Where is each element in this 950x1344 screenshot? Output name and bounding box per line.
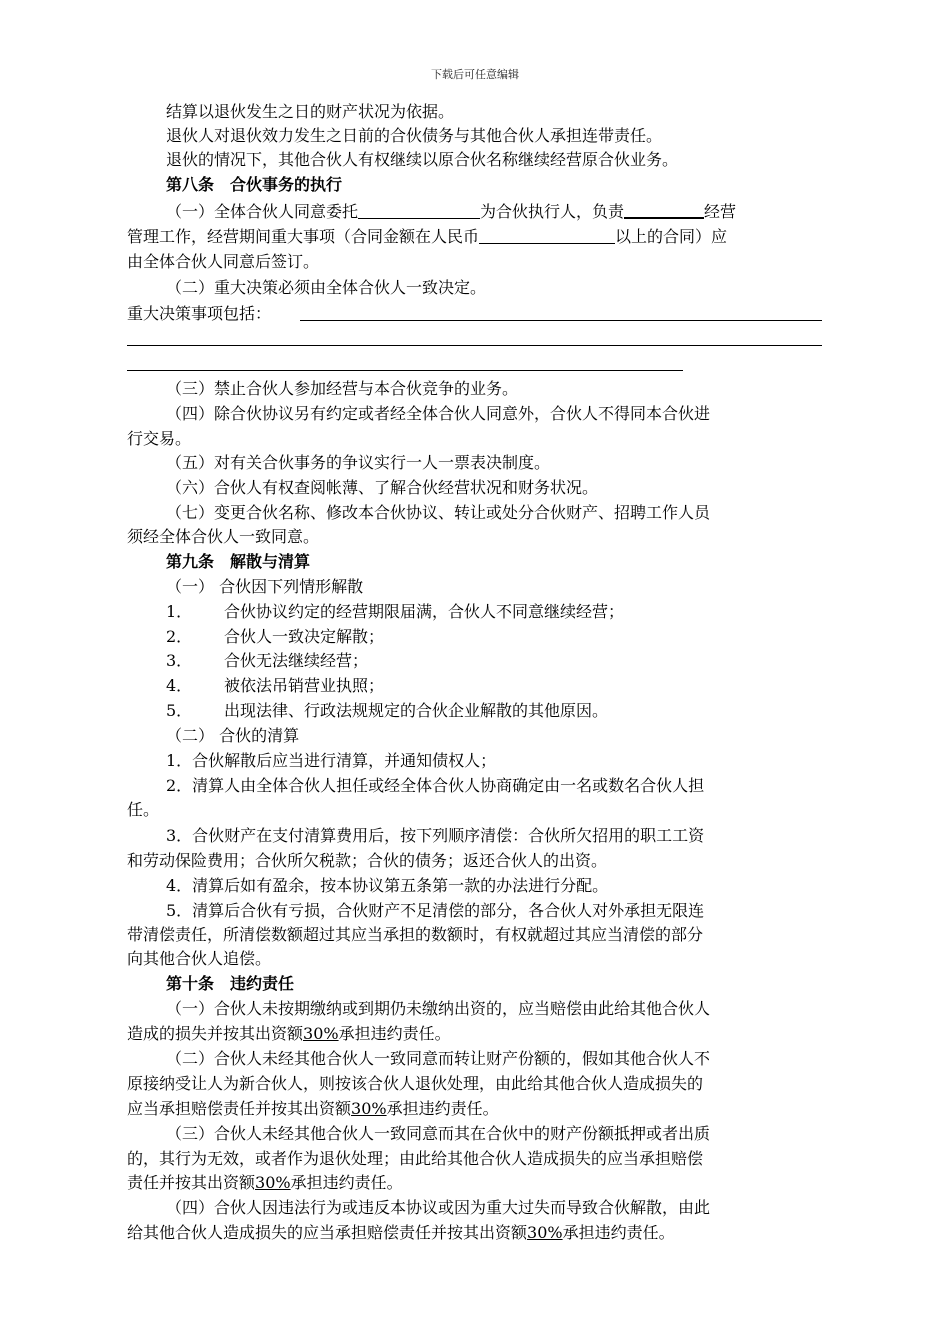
list-item: 1． 合伙协议约定的经营期限届满，合伙人不同意继续经营； <box>166 602 625 621</box>
list-item: 3． 合伙无法继续经营； <box>166 651 369 670</box>
page-header: 下载后可任意编辑 <box>431 68 519 81</box>
text-line: （四）合伙人因违法行为或违反本协议或因为重大过失而导致合伙解散，由此 <box>166 1198 711 1217</box>
text-line: （七）变更合伙名称、修改本合伙协议、转让或处分合伙财产、招聘工作人员 <box>166 503 711 522</box>
article-9-heading: 第九条 解散与清算 <box>166 552 311 571</box>
text-line: 和劳动保险费用；合伙所欠税款；合伙的债务；返还合伙人的出资。 <box>127 851 608 870</box>
text-line: （二） 合伙的清算 <box>166 726 300 745</box>
blank-field[interactable] <box>358 202 480 219</box>
text-line: （三）合伙人未经其他合伙人一致同意而其在合伙中的财产份额抵押或者出质 <box>166 1124 711 1143</box>
text-line: 5．清算后合伙有亏损，合伙财产不足清偿的部分，各合伙人对外承担无限连 <box>166 901 705 920</box>
text-line: 责任并按其出资额30%承担违约责任。 <box>127 1173 403 1192</box>
text-line: 应当承担赔偿责任并按其出资额30%承担违约责任。 <box>127 1099 499 1118</box>
text-line: 的，其行为无效，或者作为退伙处理；由此给其他合伙人造成损失的应当承担赔偿 <box>127 1149 704 1168</box>
text-line: 管理工作，经营期间重大事项（合同金额在人民币 以上的合同）应 <box>127 227 728 246</box>
text-line: 须经全体合伙人一致同意。 <box>127 527 320 546</box>
list-item: 5． 出现法律、行政法规规定的合伙企业解散的其他原因。 <box>166 701 609 720</box>
text-line: 退伙的情况下，其他合伙人有权继续以原合伙名称继续经营原合伙业务。 <box>166 150 679 169</box>
text-line: 重大决策事项包括： <box>127 304 272 323</box>
text-line: （三）禁止合伙人参加经营与本合伙竞争的业务。 <box>166 379 519 398</box>
text-line: 退伙人对退伙效力发生之日前的合伙债务与其他合伙人承担连带责任。 <box>166 126 663 145</box>
blank-field[interactable] <box>624 201 704 219</box>
text-line: 任。 <box>127 800 160 819</box>
penalty-percent: 30% <box>303 1024 339 1043</box>
text-line: （一）全体合伙人同意委托 为合伙执行人，负责 经营 <box>166 202 737 221</box>
text-line: （六）合伙人有权查阅帐薄、了解合伙经营状况和财务状况。 <box>166 478 599 497</box>
blank-field[interactable] <box>479 227 615 244</box>
text-line: 4．清算后如有盈余，按本协议第五条第一款的办法进行分配。 <box>166 876 609 895</box>
penalty-percent: 30% <box>351 1099 387 1118</box>
text-line: 3．合伙财产在支付清算费用后，按下列顺序清偿：合伙所欠招用的职工工资 <box>166 826 705 845</box>
blank-rule[interactable] <box>300 320 822 321</box>
blank-rule[interactable] <box>127 345 822 346</box>
penalty-percent: 30% <box>527 1223 563 1242</box>
list-item: 2． 合伙人一致决定解散； <box>166 627 385 646</box>
text-line: 2．清算人由全体合伙人担任或经全体合伙人协商确定由一名或数名合伙人担 <box>166 776 705 795</box>
text-line: 结算以退伙发生之日的财产状况为依据。 <box>166 102 455 121</box>
text-line: 向其他合伙人追偿。 <box>127 949 272 968</box>
text-line: （二）合伙人未经其他合伙人一致同意而转让财产份额的，假如其他合伙人不 <box>166 1049 711 1068</box>
list-item: 4． 被依法吊销营业执照； <box>166 676 385 695</box>
text-line: （二）重大决策必须由全体合伙人一致决定。 <box>166 278 487 297</box>
text-line: 原接纳受让人为新合伙人，则按该合伙人退伙处理，由此给其他合伙人造成损失的 <box>127 1074 704 1093</box>
text-line: 带清偿责任，所清偿数额超过其应当承担的数额时，有权就超过其应当清偿的部分 <box>127 925 704 944</box>
text-line: 由全体合伙人同意后签订。 <box>127 252 320 271</box>
article-8-heading: 第八条 合伙事务的执行 <box>166 175 343 194</box>
text-line: （一）合伙人未按期缴纳或到期仍未缴纳出资的，应当赔偿由此给其他合伙人 <box>166 999 711 1018</box>
text-line: 给其他合伙人造成损失的应当承担赔偿责任并按其出资额30%承担违约责任。 <box>127 1223 675 1242</box>
text-line: 行交易。 <box>127 429 192 448</box>
text-line: （一） 合伙因下列情形解散 <box>166 577 364 596</box>
text-line: 1．合伙解散后应当进行清算，并通知债权人； <box>166 751 497 770</box>
penalty-percent: 30% <box>255 1173 291 1192</box>
text-line: 造成的损失并按其出资额30%承担违约责任。 <box>127 1024 451 1043</box>
article-10-heading: 第十条 违约责任 <box>166 974 295 993</box>
text-line: （四）除合伙协议另有约定或者经全体合伙人同意外，合伙人不得同本合伙进 <box>166 404 711 423</box>
blank-rule[interactable] <box>127 370 683 371</box>
text-line: （五）对有关合伙事务的争议实行一人一票表决制度。 <box>166 453 551 472</box>
